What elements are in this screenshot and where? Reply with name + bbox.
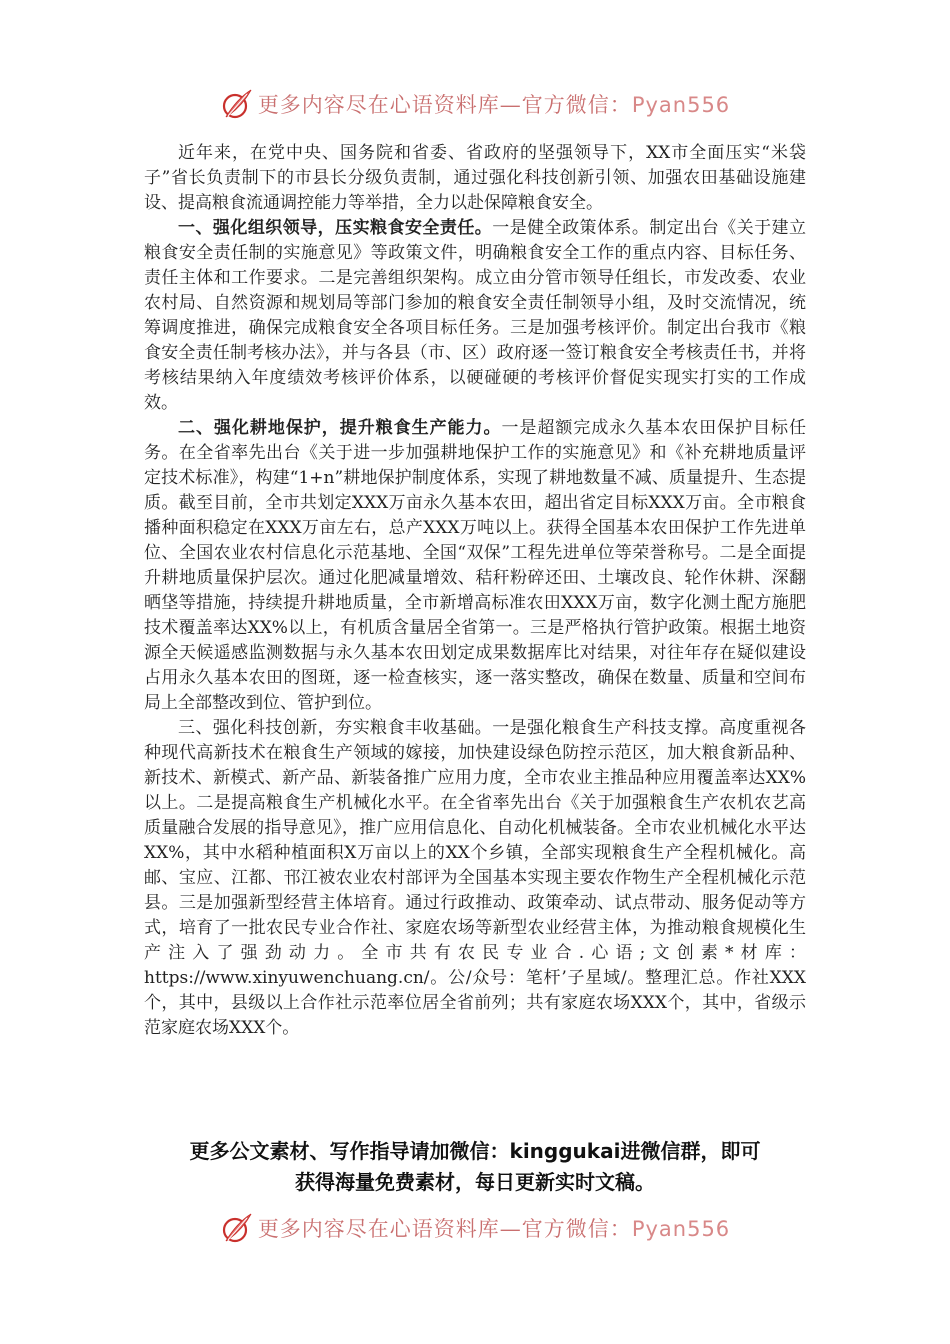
- paragraph-section-1: [144, 216, 806, 416]
- footer-line-1: 更多公文素材、写作指导请加微信：kinggukai进微信群，即可: [189, 1139, 761, 1163]
- feather-quill-icon: [220, 87, 254, 121]
- watermark-wechat-id: Pyan556: [631, 1217, 731, 1241]
- paragraph-intro: 近年来，在党中央、国务院和省委、省政府的坚强领导下，XX市全面压实“米袋子”省长负责制下的市县长分级负责制，通过强化科技创新引领、加强农田基础设施建设、提高粮食流通调控能力等举措，全力以赴保障粮食安全。: [144, 143, 806, 213]
- watermark-wechat-id: Pyan556: [631, 93, 731, 117]
- document-body: [144, 141, 806, 1041]
- section-1-heading: 一、强化组织领导，压实粮食安全责任。: [178, 218, 493, 238]
- section-2-heading: 二、强化耕地保护，提升粮食生产能力。: [178, 418, 502, 438]
- watermark-footer: [0, 1211, 950, 1245]
- feather-quill-icon: [220, 1211, 254, 1245]
- footer-promo: [140, 1136, 810, 1198]
- paragraph-section-3: 三、强化科技创新，夯实粮食丰收基础。一是强化粮食生产科技支撑。高度重视各种现代高新技术在粮食生产领域的嫁接，加快建设绿色防控示范区，加大粮食新品种、新技术、新模式、新产品、新装备推广应用力度，全市农业主推品种应用覆盖率达XX%以上。二是提高粮食生产机械化水平。在全省率先出台《关于加强粮食生产农机农艺高质量融合发展的指导意见》，推广应用信息化、自动化机械装备。全市农业机械化水平达XX%，其中水稻种植面积X万亩以上的XX个乡镇，全部实现粮食生产全程机械化。高邮、宝应、江都、邗江被农业农村部评为全国基本实现主要农作物生产全程机械化示范县。三是加强新型经营主体培育。通过行政推动、政策牵动、试点带动、服务促动等方式，培育了一批农民专业合作社、家庭农场等新型农业经营主体，为推动粮食规模化生产注入了强劲动力。全市共有农民专业合.心语;文创素*材库：https://www.xinyuwenchuang.cn/。公/众号：笔杆’子星域/。整理汇总。作社XXX个，其中，县级以上合作社示范率位居全省前列；共有家庭农场XXX个，其中，省级示范家庭农场XXX个。: [144, 718, 806, 1038]
- watermark-text: 更多内容尽在心语资料库—官方微信：Pyan556: [257, 93, 731, 117]
- watermark-text: 更多内容尽在心语资料库—官方微信：Pyan556: [257, 1217, 731, 1241]
- paragraph-section-2: [144, 416, 806, 716]
- watermark-header: [0, 87, 950, 121]
- section-1-text: 一是健全政策体系。制定出台《关于建立粮食安全责任制的实施意见》等政策文件，明确粮食安全工作的重点内容、目标任务、责任主体和工作要求。二是完善组织架构。成立由分管市领导任组长，市发改委、农业农村局、自然资源和规划局等部门参加的粮食安全责任制领导小组，及时交流情况，统筹调度推进，确保完成粮食安全各项目标任务。三是加强考核评价。制定出台我市《粮食安全责任制考核办法》，并与各县（市、区）政府逐一签订粮食安全考核责任书，并将考核结果纳入年度绩效考核评价体系，以硬碰硬的考核评价督促实现实打实的工作成效。: [144, 218, 807, 413]
- footer-line-2: 获得海量免费素材，每日更新实时文稿。: [295, 1170, 655, 1194]
- section-2-text: 一是超额完成永久基本农田保护目标任务。在全省率先出台《关于进一步加强耕地保护工作的实施意见》和《补充耕地质量评定技术标准》，构建“1+n”耕地保护制度体系，实现了耕地数量不减、质量提升、生态提质。截至目前，全市共划定XXX万亩永久基本农田，超出省定目标XXX万亩。全市粮食播种面积稳定在XXX万亩左右，总产XXX万吨以上。获得全国基本农田保护工作先进单位、全国农业农村信息化示范基地、全国“双保”工程先进单位等荣誉称号。二是全面提升耕地质量保护层次。通过化肥减量增效、秸秆粉碎还田、土壤改良、轮作休耕、深翻晒垡等措施，持续提升耕地质量，全市新增高标准农田XXX万亩，数字化测土配方施肥技术覆盖率达XX%以上，有机质含量居全省第一。三是严格执行管护政策。根据土地资源全天候遥感监测数据与永久基本农田划定成果数据库比对结果，对往年存在疑似建设占用永久基本农田的图斑，逐一检查核实，逐一落实整改，确保在数量、质量和空间布局上全部整改到位、管护到位。: [144, 418, 807, 713]
